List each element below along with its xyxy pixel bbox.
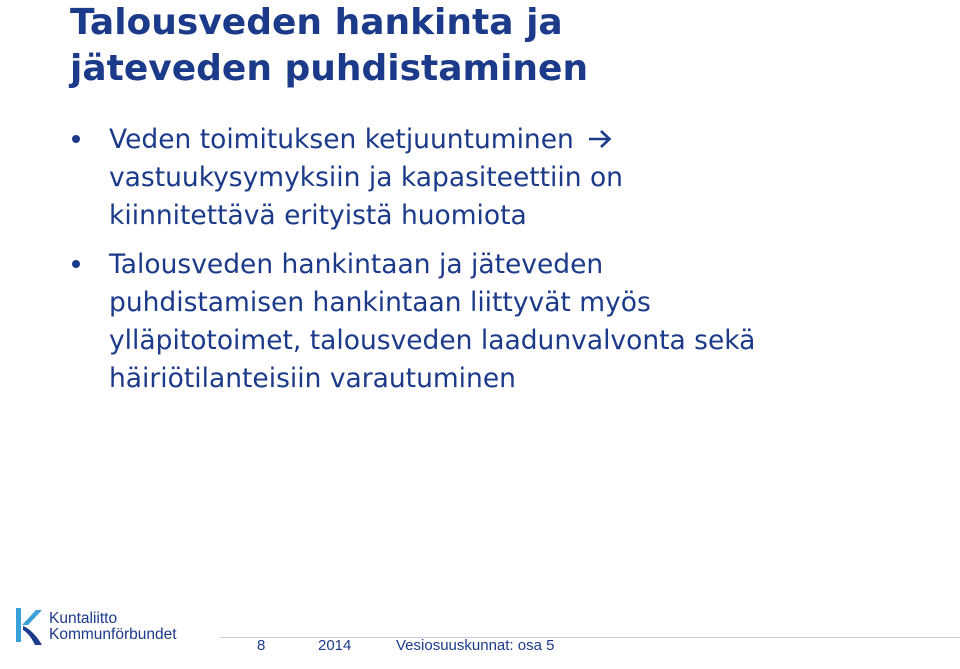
bullet-2-line-3: ylläpitotoimet, talousveden laadunvalvonta sekä: [109, 325, 756, 356]
kuntaliitto-logo-mark-icon: [14, 605, 48, 649]
slide-title: [70, 0, 930, 92]
bullet-2-line-2: puhdistamisen hankintaan liittyvät myös: [109, 287, 651, 318]
title-line-1: Talousveden hankinta ja: [70, 2, 563, 43]
slide-footer: [0, 605, 960, 669]
bullet-1-line-1-text: Veden toimituksen ketjuuntuminen: [109, 124, 574, 155]
footer-bar: [220, 637, 960, 669]
logo-name-fi: Kuntaliitto: [49, 610, 118, 627]
bullet-2-line-1: Talousveden hankintaan ja jäteveden: [109, 249, 604, 280]
bullet-2-line-4: häiriötilanteisiin varautuminen: [109, 363, 516, 394]
bullet-1-line-3: kiinnitettävä erityistä huomiota: [109, 200, 527, 231]
bullet-item-2: [70, 246, 930, 398]
page-number: 8: [257, 637, 266, 654]
logo-name-sv: Kommunförbundet: [49, 626, 177, 643]
bullet-dot-icon: [72, 135, 80, 143]
footer-caption: Vesiosuuskunnat: osa 5: [396, 637, 555, 654]
title-line-2: jäteveden puhdistaminen: [70, 48, 589, 89]
bullet-1-line-1: [109, 121, 930, 159]
bullet-dot-icon: [72, 260, 80, 268]
bullet-item-1: [70, 121, 930, 235]
bullet-list: [70, 121, 930, 409]
footer-year: 2014: [318, 637, 352, 654]
bullet-1-line-2: vastuukysymyksiin ja kapasiteettiin on: [109, 162, 623, 193]
kuntaliitto-logo: [14, 605, 204, 649]
right-arrow-icon: [588, 129, 612, 149]
logo-text: [49, 611, 177, 643]
